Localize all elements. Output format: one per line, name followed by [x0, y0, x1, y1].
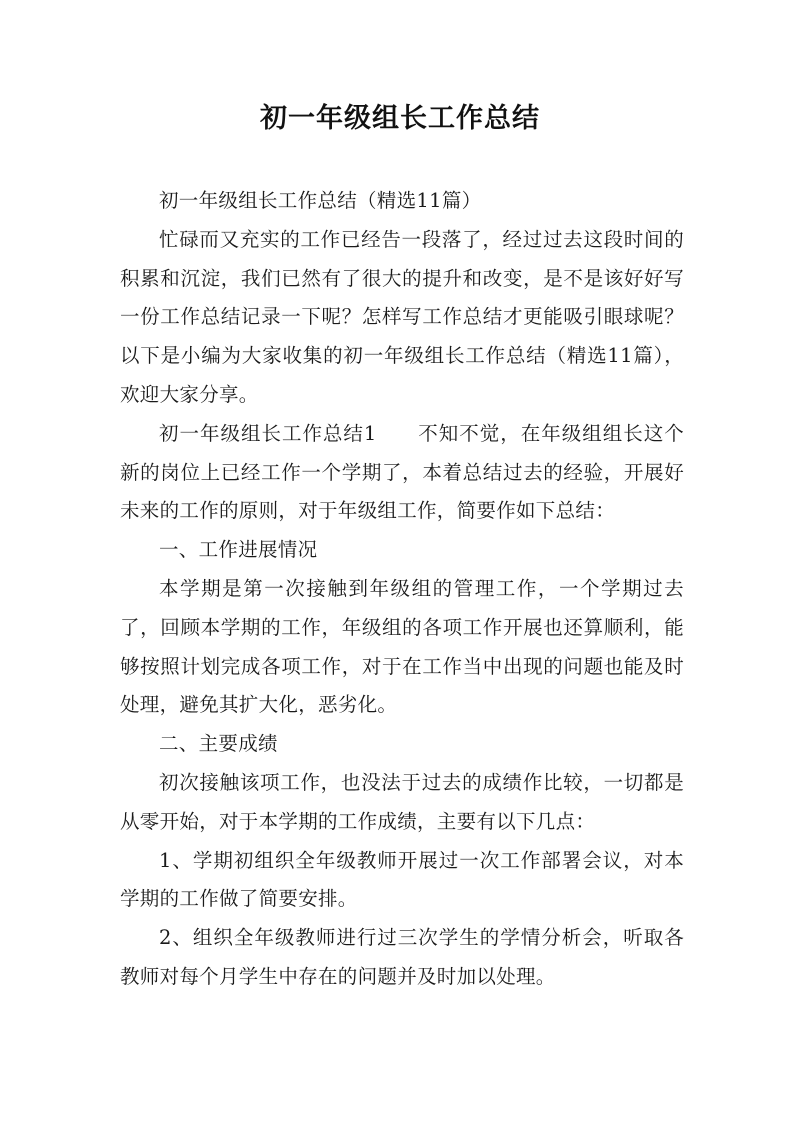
subtitle-paragraph: 初一年级组长工作总结（精选11篇） [159, 189, 482, 212]
progress-paragraph: 本学期是第一次接触到年级组的管理工作，一个学期过去了，回顾本学期的工作，年级组的各项工作开展也还算顺利，能够按照计划完成各项工作，对于在工作当中出现的问题也能及时处理，避免其扩大化，恶劣化。 [120, 576, 684, 717]
achievement-item-2: 2、组织全年级教师进行过三次学生的学情分析会，听取各教师对每个月学生中存在的问题并及时加以处理。 [120, 926, 684, 988]
section-heading-progress: 一、工作进展情况 [159, 538, 318, 562]
summary-1-paragraph: 初一年级组长工作总结1 不知不觉，在年级组组长这个新的岗位上已经工作一个学期了，本着总结过去的经验，开展好未来的工作的原则，对于年级组工作，简要作如下总结： [120, 421, 684, 523]
achievements-paragraph: 初次接触该项工作，也没法于过去的成绩作比较，一切都是从零开始，对于本学期的工作成绩，主要有以下几点： [120, 770, 684, 833]
achievement-item-1: 1、学期初组织全年级教师开展过一次工作部署会议，对本学期的工作做了简要安排。 [120, 848, 684, 911]
document-title: 初一年级组长工作总结 [260, 103, 540, 134]
section-heading-achievements: 二、主要成绩 [159, 732, 278, 756]
intro-paragraph: 忙碌而又充实的工作已经告一段落了，经过过去这段时间的积累和沉淀，我们已然有了很大的提升和改变，是不是该好好写一份工作总结记录一下呢？怎样写工作总结才更能吸引眼球呢？以下是小编为大家收集的初一年级组长工作总结（精选11篇），欢迎大家分享。 [120, 227, 684, 406]
document-body [120, 182, 684, 997]
